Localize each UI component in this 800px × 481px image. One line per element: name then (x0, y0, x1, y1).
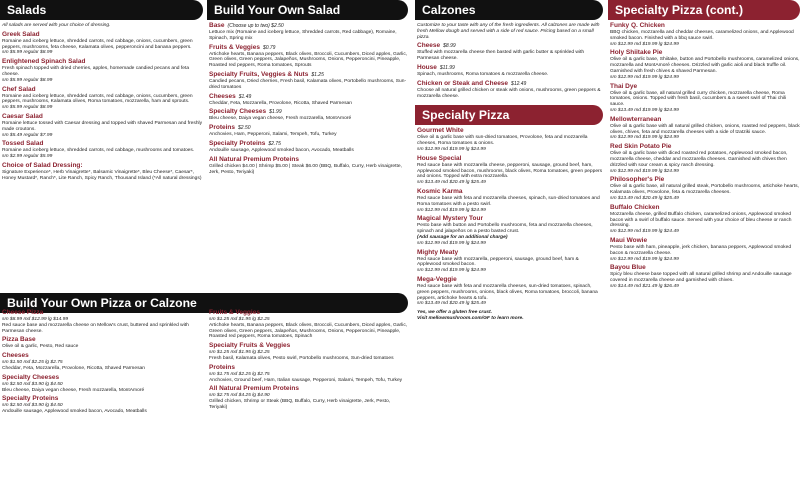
item-title-text: Choice of Salad Dressing: (2, 161, 83, 169)
item-description: Romaine and iceberg lettuce, shredded carrots, red cabbage, onions, cucumbers, green peppers, mushrooms, Kalamata olives, Roma tomatoes, mozzarella, ham and sprouts. (2, 93, 193, 105)
gluten-free-note: Yes, we offer a gluten free crust. (417, 310, 493, 316)
build-salad-list (207, 22, 408, 175)
gluten-free-link[interactable]: Visit mellowmushroom.com/GF to learn more. (417, 315, 524, 321)
item-title-text: All Natural Premium Proteins (209, 155, 299, 163)
specialty-pizza-list (415, 127, 603, 307)
item-description: Red sauce base with mozzarella cheese, pepperoni, sausage, ground beef, ham, Applewood smoked bacon, mushrooms, black olives, Roma tomatoes, green peppers and onions. Topped with extra mozzarella. (417, 162, 603, 180)
menu-item (417, 127, 603, 152)
item-title-text: Bayou Blue (610, 264, 646, 272)
item-inline-price: $2.75 (268, 140, 281, 147)
item-title-text: Holy Shiitake Pie (610, 49, 663, 57)
menu-item (209, 156, 408, 176)
item-title-text: Gourmet White (417, 127, 464, 135)
item-description: Red sauce base with feta and mozzarella cheeses, sun-dried tomatoes, spinach, green peppers, mushrooms, onions, black olives, Roma tomatoes, broccoli, banana peppers, artichoke hearts & tofu. (417, 283, 598, 301)
menu-item (610, 264, 800, 289)
menu-item (2, 309, 201, 334)
item-title (209, 140, 408, 148)
build-salad-header: Build Your Own Salad (207, 0, 408, 20)
item-title (2, 113, 203, 121)
menu-item (209, 140, 408, 154)
item-description: Olive oil & garlic base with diced roasted red potatoes, Applewood smoked bacon, mozzarella cheese, cheddar and mozzarella cheeses. Garnished with chives then drizzled with sour cream & spicy ranch dressing. (610, 151, 788, 168)
item-title-text: Cheese Pizza (2, 309, 44, 316)
item-title (209, 71, 408, 79)
item-price: sm $5.49 regular $7.99 (2, 132, 53, 138)
item-title-text: Philosopher's Pie (610, 176, 665, 184)
menu-item (2, 113, 203, 138)
item-description: Olive oil & garlic base, all natural grilled curry chicken, mozzarella cheese, Roma tomatoes, onions. Topped with fresh basil, cucumbers & a sweet swirl of Thai chili sauce. (610, 90, 787, 108)
item-title (610, 237, 800, 245)
menu-item (417, 276, 603, 307)
item-description: Fresh spinach topped with dried cherries, apples, homemade candied pecans and feta cheese. (2, 66, 190, 77)
item-title-text: Specialty Fruits & Veggies (209, 342, 291, 350)
item-title-text: Base (209, 22, 225, 29)
item-title-text: Red Skin Potato Pie (610, 143, 672, 151)
item-inline-price: $12.49 (511, 80, 527, 87)
item-title (209, 93, 408, 101)
menu-item (610, 204, 800, 235)
item-title-text: Cheeses (2, 352, 29, 360)
item-title-text: Fruits & Veggies (209, 43, 260, 51)
item-title (2, 374, 201, 382)
item-title-text: Caesar Salad (2, 112, 43, 120)
item-description: Olive oil & garlic base with all natural grilled chicken, onions, roasted red peppers, black olives, chives, feta and mozzarella cheeses with a side of tzatziki sauce. (610, 123, 800, 135)
item-title (209, 156, 408, 164)
item-description: Romaine lettuce tossed with Caesar dressing and topped with shaved Parmesan and freshly made croutons. (2, 120, 203, 132)
item-description: Olive oil & garlic, Pesto, Red sauce (2, 344, 79, 350)
item-title-text: Specialty Cheeses (2, 373, 60, 381)
item-price: sm $12.99 md $19.99 lg $24.99 (610, 74, 679, 80)
salads-list (0, 31, 203, 182)
item-price: sm $5.99 regular $8.99 (2, 50, 53, 56)
calzones-list (415, 42, 603, 99)
build-pizza-left (0, 307, 201, 415)
item-price: sm $5.99 regular $8.99 (2, 105, 53, 111)
item-price: sm $13.49 md $20.49 lg $25.49 (417, 180, 486, 186)
item-description: Olive oil & garlic base, all natural grilled steak, Portobello mushrooms, artichoke hearts, Kalamata olives, Provolone, feta & mozzarella cheeses. (610, 184, 799, 196)
menu-item (610, 83, 800, 114)
item-title (209, 342, 408, 350)
item-price: sm $12.99 md $19.99 lg $24.99 (610, 256, 679, 262)
item-title (610, 116, 800, 124)
item-description: Romaine and iceberg lettuce, shredded carrots, red cabbage, mushrooms and tomatoes. (2, 148, 195, 154)
item-description: Romaine and iceberg lettuce, shredded carrots, red cabbage, onions, cucumbers, green peppers, mushrooms, feta cheese, Kalamata olives, pepperoncini and banana peppers. (2, 38, 193, 50)
menu-item (417, 215, 603, 246)
menu-item (209, 44, 408, 69)
item-title (2, 162, 203, 170)
menu-item (417, 155, 603, 186)
item-title-text: Funky Q. Chicken (610, 22, 665, 29)
menu-item (417, 64, 603, 78)
item-title-text: Maui Wowie (610, 236, 648, 244)
build-pizza-header: Build Your Own Pizza or Calzone (0, 293, 408, 313)
specialty-cont-list (608, 22, 800, 290)
menu-item (417, 42, 603, 62)
salads-section (0, 0, 203, 182)
item-title (2, 31, 203, 39)
item-inline-price: $11.99 (439, 64, 455, 71)
menu-item (209, 108, 408, 122)
build-pizza-section (0, 293, 408, 415)
item-price: sm $2.75 md $4.25 lg $4.90 (209, 393, 270, 399)
menu-item (2, 58, 203, 83)
item-title-text: Cheeses (209, 92, 236, 100)
item-title (417, 80, 603, 88)
item-description: Lettuce mix (Romaine and iceberg lettuce, Shredded carrots, Red cabbage), Romaine, Spinach, Spring mix (209, 30, 397, 41)
item-price: sm $13.49 md $19.99 lg $24.99 (610, 107, 679, 113)
item-title (209, 44, 408, 52)
build-salad-section (207, 0, 408, 175)
specialty-cont-section (608, 0, 800, 290)
item-title-text: House Special (417, 154, 462, 162)
item-price: sm $13.49 md $20.49 lg $25.49 (610, 195, 679, 201)
specialty-pizza-header: Specialty Pizza (415, 105, 603, 125)
item-title-text: Specialty Fruits, Veggies & Nuts (209, 70, 309, 78)
item-title (417, 249, 603, 257)
item-description: Andouille sausage, Applewood smoked bacon, Avocado, Meatballs (209, 147, 354, 153)
menu-item (2, 31, 203, 56)
menu-item (209, 22, 408, 42)
item-title-text: Proteins (209, 124, 236, 132)
item-description: Fresh basil, Kalamata olives, Pesto swirl, Portobello mushrooms, Sun-dried tomatoes (209, 355, 394, 361)
item-title (2, 86, 203, 94)
item-description: Cheddar, Feta, Mozzarella, Provolone, Ricotta, Shaved Parmesan (209, 100, 352, 106)
item-description: BBQ chicken, mozzarella and cheddar cheeses, caramelized onions, and Applewood smoked bacon. Finished with a bbq sauce swirl. (610, 30, 794, 41)
item-title (209, 22, 408, 30)
item-title-text: Pizza Base (2, 336, 36, 344)
item-description: Pesto base with ham, pineapple, jerk chicken, banana peppers, Applewood smoked bacon & mozzarella cheese. (610, 244, 792, 256)
menu-item (2, 140, 203, 160)
item-description: Pesto base with button and Portobello mushrooms, feta and mozzarella cheeses, spinach and jalapeños on a pesto basted crust. (417, 223, 593, 235)
item-title (610, 143, 800, 151)
item-price: sm $2.50 md $3.90 lg $4.50 (2, 403, 63, 409)
item-title (610, 22, 800, 30)
calzones-section (415, 0, 603, 322)
item-price: sm $2.99 regular $5.99 (2, 154, 53, 160)
item-title-text: Chef Salad (2, 85, 36, 93)
menu-item (2, 374, 201, 394)
item-inline-price: $1.49 (238, 93, 252, 100)
item-description: Mozzarella cheese, grilled Buffalo chicken, caramelized onions, Applewood smoked bacon with a swirl of buffalo sauce. Served with your choice of bleu cheese or ranch dressing. (610, 211, 792, 229)
item-description: Bleu cheese, Daiya vegan cheese, Fresh mozzarella, MontAmoré (2, 387, 145, 393)
item-title-text: Thai Dye (610, 82, 638, 90)
item-inline-price: $1.99 (269, 109, 282, 116)
item-title (209, 309, 408, 317)
item-price: sm $13.49 md $20.49 lg $25.49 (417, 301, 486, 307)
item-title (417, 155, 603, 163)
item-description: Olive oil & garlic base, Shiitake, button and Portobello mushrooms, caramelized onions, mozzarella and MontAmoré cheeses. Drizzled with garlic aioli and black truffle oil. Garnished with fresh chives & shaved Parmesan. (610, 57, 800, 74)
menu-item (610, 237, 800, 262)
menu-item (209, 93, 408, 107)
salads-intro: All salads are served with your choice of dressing. (2, 23, 111, 28)
item-title-text: Buffalo Chicken (610, 203, 660, 211)
item-title-text: Cheese (417, 42, 441, 50)
item-price: sm $1.25 md $1.95 lg $2.25 (209, 317, 270, 322)
specialty-cont-header: Specialty Pizza (cont.) (608, 0, 800, 20)
item-description: Grilled chicken $4.00 | Shrimp $5.00 | Steak $6.00 (BBQ, Buffalo, Curry, Herb vinaigrette, Jerk, Pesto, Teriyaki) (209, 163, 402, 175)
item-price: sm $12.99 md $19.99 lg $24.99 (417, 207, 486, 213)
item-price: sm $12.99 md $19.99 lg $24.99 (610, 41, 679, 47)
item-title (209, 124, 408, 132)
build-pizza-right (207, 307, 408, 411)
item-description: Grilled chicken, Shrimp or Steak (BBQ, Buffalo, Curry, Herb vinaigrette, Jerk, Pesto, Teriyaki) (209, 399, 391, 410)
item-description: Red sauce base with mozzarella, pepperoni, sausage, ground beef, ham & Applewood smoked bacon. (417, 256, 579, 268)
item-title (2, 58, 203, 66)
item-title (2, 309, 201, 317)
menu-item (610, 49, 800, 80)
item-description: Artichoke hearts, Banana peppers, Black olives, Broccoli, Cucumbers, Diced apples, Garlic, Green olives, Green peppers, Jalapeños, Mushrooms, Onions, Pepperoncini, Pineapple, Roasted red peppers, Roma tomatoes, Sprouts (209, 51, 408, 69)
item-title (610, 204, 800, 212)
item-title-text: Fruits & Veggies (209, 309, 260, 316)
item-title (610, 83, 800, 91)
salads-header: Salads (0, 0, 203, 20)
item-price: sm $12.99 md $19.99 lg $24.99 (417, 240, 486, 246)
menu-item (2, 86, 203, 111)
menu-item (417, 188, 603, 213)
item-title-text: Chicken or Steak and Cheese (417, 79, 509, 87)
item-price: sm $12.99 md $19.99 lg $24.99 (417, 146, 486, 152)
menu-item (610, 176, 800, 201)
calzones-header: Calzones (415, 0, 603, 20)
item-description: Bleu cheese, Daiya vegan cheese, Fresh mozzarella, MontAmoré (209, 116, 352, 122)
menu-item (417, 249, 603, 274)
menu-item (209, 385, 408, 410)
item-title-text: Specialty Proteins (209, 139, 266, 147)
item-price: sm $12.99 md $19.99 lg $24.99 (610, 135, 679, 141)
item-description: Spicy bleu cheese base topped with all natural grilled shrimp and Andouille sausage covered in mozzarella cheese and garnished with chives. (610, 272, 792, 284)
item-title (209, 364, 408, 372)
item-title-text: Mighty Meaty (417, 248, 459, 256)
item-inline-price: $8.99 (443, 43, 456, 50)
item-description: Stuffed with mozzarella cheese then basted with garlic butter & sprinkled with Parmesan cheese. (417, 50, 585, 62)
item-title-text: All Natural Premium Proteins (209, 385, 299, 393)
item-title (417, 64, 603, 72)
item-price: sm $8.99 md $12.99 lg $14.99 (2, 317, 69, 322)
item-description: Cheddar, Feta, Mozzarella, Provolone, Ricotta, Shaved Parmesan (2, 365, 145, 371)
item-title-text: Enlightened Spinach Salad (2, 58, 86, 66)
item-description: Signature Experience*, Herb Vinaigrette*, Balsamic Vinaigrette*, Bleu Cheese*, Caesar*, Honey Mustard*, Ranch*, Lite Ranch, Spicy Ranch, Thousand Island (*All natural dressings) (2, 169, 202, 181)
item-title (417, 188, 603, 196)
menu-item (610, 116, 800, 141)
menu-item (417, 80, 603, 100)
item-inline-price: $2.50 (238, 125, 251, 132)
menu-item (209, 309, 408, 340)
menu-item (2, 162, 203, 182)
item-description: Anchovies, Ground beef, Ham, Italian sausage, Pepperoni, Salami, Tempeh, Tofu, Turkey (209, 377, 403, 383)
item-description: Anchovies, Ham, Pepperoni, Salami, Tempeh, Tofu, Turkey (209, 132, 337, 138)
item-inline-price: $1.25 (311, 71, 324, 78)
menu-item (209, 342, 408, 362)
item-description: Candied pecans, Dried cherries, Fresh basil, Kalamata olives, Portobello mushrooms, Sun-dried tomatoes (209, 78, 407, 90)
item-inline-price: (Choose up to two) $2.50 (227, 23, 284, 29)
menu-item (209, 71, 408, 91)
item-price: sm $2.50 md $3.90 lg $4.50 (2, 381, 63, 387)
item-title-text: Specialty Proteins (2, 395, 59, 403)
item-description: Andouille sausage, Applewood smoked bacon, Avocado, Meatballs (2, 409, 147, 415)
item-title-text: Specialty Cheeses (209, 108, 267, 116)
item-price: sm $5.99 regular $8.99 (2, 77, 53, 83)
item-title-text: Greek Salad (2, 30, 40, 38)
item-price: sm $12.99 md $19.99 lg $24.99 (610, 168, 679, 174)
item-title-text: Tossed Salad (2, 140, 44, 148)
item-description: Red sauce base with feta and mozzarella cheeses, spinach, sun-dried tomatoes and Roma tomatoes with a pesto swirl. (417, 195, 600, 207)
item-title-text: House (417, 63, 437, 71)
item-price: sm $1.25 md $1.95 lg $2.25 (209, 350, 270, 356)
menu-item (209, 364, 408, 384)
item-price: sm $1.50 md $2.25 lg $2.75 (2, 360, 63, 366)
item-price: sm $12.99 md $19.99 lg $24.99 (417, 268, 486, 274)
item-title (417, 276, 603, 284)
calzones-intro: Customize to your taste with any of the fresh ingredients. All calzones are made with fresh Mellow dough and served with a side of red sauce. Pricing based on a small pizza. (417, 23, 600, 40)
item-title-text: Kosmic Karma (417, 187, 463, 195)
menu-item (610, 143, 800, 174)
item-title (2, 352, 201, 360)
item-inline-price: $0.79 (262, 44, 276, 51)
menu-item (2, 336, 201, 350)
menu-item (2, 352, 201, 372)
item-description: Spinach, mushrooms, Roma tomatoes & mozzarella cheese. (417, 71, 549, 77)
item-description: Olive oil & garlic base with sun-dried tomatoes, Provolone, feta and mozzarella cheeses, Roma tomatoes & onions. (417, 135, 588, 147)
menu-item (610, 22, 800, 47)
item-price: sm $14.49 md $21.49 lg $26.49 (610, 283, 679, 289)
item-description: Choose all natural grilled chicken or steak with onions, mushrooms, green peppers & mozzarella cheese. (417, 87, 601, 99)
item-title-text: Magical Mystery Tour (417, 215, 483, 223)
item-note: (Add sausage for an additional charge) (417, 234, 508, 240)
item-price: sm $1.75 md $2.25 lg $2.75 (209, 371, 270, 377)
item-description: Red sauce base and mozzarella cheese on Mellow's crust, buttered and sprinkled with Parmesan cheese. (2, 322, 189, 334)
menu-item (209, 124, 408, 138)
item-title-text: Mega-Veggie (417, 275, 457, 283)
item-description: Artichoke hearts, Banana peppers, Black olives, Broccoli, Cucumbers, Diced apples, Garlic, Green olives, Green peppers, Jalapeños, Mushrooms, Onions, Pepperoncini, Pineapple, Roasted red peppers, Roma tomatoes, Spinach (209, 322, 408, 340)
item-title-text: Proteins (209, 363, 236, 371)
menu-item (2, 395, 201, 415)
item-price: sm $12.99 md $19.99 lg $24.49 (610, 229, 679, 235)
item-title-text: Mellowterranean (610, 115, 662, 123)
